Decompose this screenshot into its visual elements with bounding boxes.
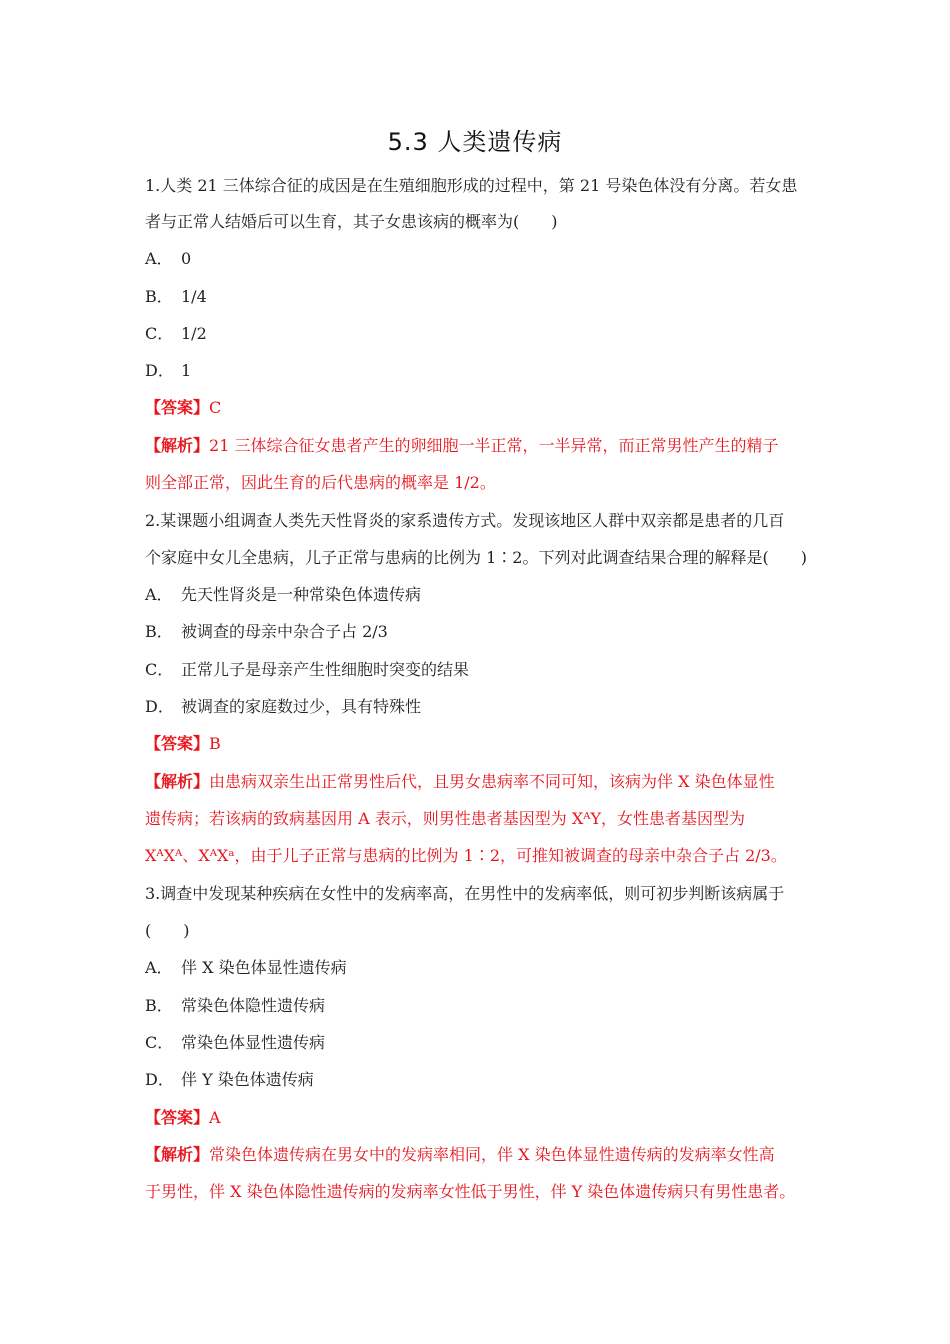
q3-stem-line-2: ( ) (145, 921, 190, 940)
q1-option-b: B． 1/4 (145, 287, 207, 306)
q2-option-c: C． 正常儿子是母亲产生性细胞时突变的结果 (145, 660, 470, 679)
q1-option-d: D． 1 (145, 361, 192, 380)
q1-stem-line-1: 1.人类 21 三体综合征的成因是在生殖细胞形成的过程中，第 21 号染色体没有分离。若女患 (145, 176, 798, 195)
q1-answer: 【答案】C (145, 398, 222, 417)
q3-analysis-line-2: 于男性，伴 X 染色体隐性遗传病的发病率女性低于男性，伴 Y 染色体遗传病只有男性患者。 (145, 1182, 796, 1201)
q1-analysis-line-2: 则全部正常，因此生育的后代患病的概率是 1/2。 (145, 473, 496, 492)
q3-option-b: B． 常染色体隐性遗传病 (145, 996, 326, 1015)
page-title: 5.3 人类遗传病 (387, 128, 563, 156)
q2-option-a: A． 先天性肾炎是一种常染色体遗传病 (145, 585, 422, 604)
q3-analysis-line-1: 【解析】常染色体遗传病在男女中的发病率相同，伴 X 染色体显性遗传病的发病率女性高 (145, 1145, 775, 1164)
q2-stem-line-2: 个家庭中女儿全患病，儿子正常与患病的比例为 1∶2。下列对此调查结果合理的解释是( ) (145, 548, 807, 567)
q2-analysis-line-1: 【解析】由患病双亲生出正常男性后代，且男女患病率不同可知，该病为伴 X 染色体显性 (145, 772, 775, 791)
q3-stem-line-1: 3.调查中发现某种疾病在女性中的发病率高，在男性中的发病率低，则可初步判断该病属于 (145, 884, 785, 903)
q2-analysis-line-3: XᴬXᴬ、XᴬXᵃ，由于儿子正常与患病的比例为 1∶2，可推知被调查的母亲中杂合子占 2/3。 (145, 846, 787, 865)
q2-stem-line-1: 2.某课题小组调查人类先天性肾炎的家系遗传方式。发现该地区人群中双亲都是患者的几百 (145, 511, 785, 530)
q3-option-c: C． 常染色体显性遗传病 (145, 1033, 326, 1052)
q1-analysis-line-1: 【解析】21 三体综合征女患者产生的卵细胞一半正常，一半异常，而正常男性产生的精子 (145, 436, 779, 455)
q1-option-c: C． 1/2 (145, 324, 207, 343)
q2-option-b: B． 被调查的母亲中杂合子占 2/3 (145, 622, 388, 641)
q2-option-d: D． 被调查的家庭数过少，具有特殊性 (145, 697, 422, 716)
q1-stem-line-2: 者与正常人结婚后可以生育，其子女患该病的概率为( ) (145, 212, 558, 231)
q2-answer: 【答案】B (145, 734, 221, 753)
q3-option-d: D． 伴 Y 染色体遗传病 (145, 1070, 314, 1089)
q3-answer: 【答案】A (145, 1108, 221, 1127)
q2-analysis-line-2: 遗传病；若该病的致病基因用 A 表示，则男性患者基因型为 XᴬY，女性患者基因型为 (145, 809, 746, 828)
q1-option-a: A． 0 (145, 249, 192, 268)
q3-option-a: A． 伴 X 染色体显性遗传病 (145, 958, 347, 977)
